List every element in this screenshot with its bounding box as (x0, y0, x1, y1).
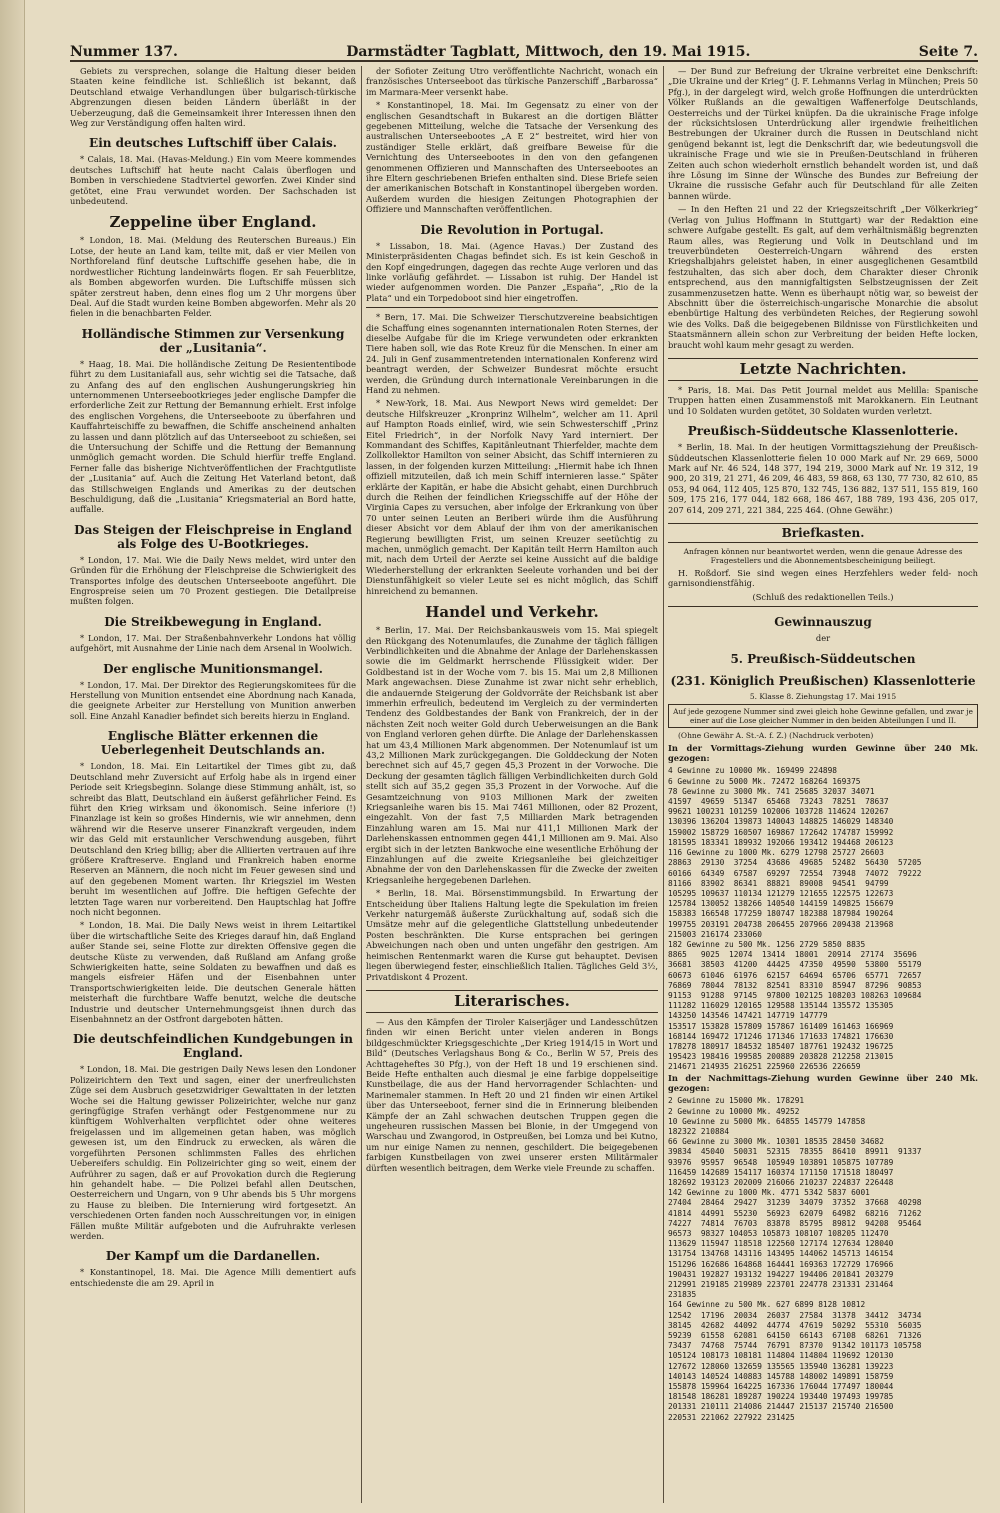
paragraph: — Der Bund zur Befreiung der Ukraine verbreitet eine Denkschrift: „Die Ukraine und der Krieg“ (J. F. Lehmanns Verlag in München; Preis 50 Pfg.), in der dargelegt wird, welch große Hoffnungen die unterdrückten Völker Rußlands an die gewaltigen Waffenerfolge Deutschlands, Oesterreichs und der Türkei knüpfen. Da die ukrainische Frage infolge der rücksichtslosen Unterdrückung aller irgendwie freiheitlichen Bestrebungen der Ukrainer durch die Russen in Deutschland nicht genügend bekannt ist, legt die Denkschrift dar, wie bedeutungsvoll die ukrainische Frage und wie sie in Preußen-Deutschland in früheren Zeiten auch schon wiederholt ernstlich behandelt worden ist, und daß ihre Lösung im Sinne der Wünsche des Bundes zur Befreiung der Ukraine die russische Gefahr auch für Deutschland für alle Zeiten bannen würde. (668, 66, 978, 201)
divider (366, 307, 658, 308)
paragraph: — In den Heften 21 und 22 der Kriegszeitschrift „Der Völkerkrieg“ (Verlag von Julius Hoffmann in Stuttgart) war der Redaktion eine schwere Aufgabe gestellt. Es galt, auf dem verhältnismäßig begrenzten Raum alles, was Regierung und Volk in Deutschland und im treuverbündeten Oesterreich-Ungarn während des ersten Kriegshalbjahrs geleistet haben, in einer ausgeglichenen Gesamtbild festzuhalten, das sich aber doch, dem Charakter dieser Chronik entsprechend, aus den mannigfaltigsten Selbstzeugnissen der Zeit zusammenzusetzen hatte. Wenn es überhaupt nötig war, so beweist der Abschnitt über die österreichisch-ungarische Monarchie die absolut ebenbürtige Haltung des verbündeten Reiches, der Regierung sowohl wie des Volks. Daß die beigegebenen Bildnisse von Fürstlichkeiten und Staatsmännern allein schon zur Verbreitung der beiden Hefte locken, braucht wohl kaum mehr gesagt zu werden. (668, 204, 978, 350)
lottery-row: 39834 45040 50031 52315 78355 86410 89911 91337 (668, 1147, 922, 1157)
lottery-row: 199755 203191 204738 206455 207966 209438 213968 (668, 919, 894, 929)
lottery-row: 231835 (668, 1290, 697, 1300)
lottery-row: 60673 61046 61976 62157 64694 65706 65771 72657 (668, 970, 922, 980)
paragraph: * London, 17. Mai. Der Direktor des Regierungskomitees für die Herstellung von Munition entsendet eine Abordnung nach Kanada, die geeignete Arbeiter zur Herstellung von Munition anwerben soll. Eine Anzahl Kanadier befindet sich bereits hierzu in England. (70, 679, 356, 721)
lottery-row: 159002 158729 160507 169867 172642 174787 159992 (668, 827, 894, 837)
paragraph: * London, 18. Mai. Ein Leitartikel der Times gibt zu, daß Deutschland mehr Zuversicht auf Erfolg habe als in irgend einer Periode seit Kriegsbeginn. Solange diese Stimmung anhält, ist, so schreibt das Blatt, Deutschland ein äußerst gefährlicher Feind. Es führt den Krieg wirksam und ökonomisch. Seine inferiore (!) Finanzlage ist kein so großes Hindernis, wie wir annehmen, denn während wir die Reserve unserer Finanzkraft vergeuden, indem wir das Geld mit erstaunlicher Verschwendung ausgeben, führt Deutschland den Krieg billig; aber die Alliierten vertrauen auf ihre größere Kraftreserve. England und Frankreich haben enorme Reserven an Männern, die noch nicht im Feuer gewesen sind und auf den gegebenen Moment warten. Ihr Kriegsziel im Westen beruht im wesentlichen auf Joffre. Die heftigen Gefechte der letzten Tage waren nur vorbereitend. Den Hauptschlag hat Joffre noch nicht begonnen. (70, 761, 356, 917)
paragraph: * Konstantinopel, 18. Mai. Im Gegensatz zu einer von der englischen Gesandtschaft in Bukarest an die dortigen Blätter gegebenen Mitteilung, welche die Tatsache der Versenkung des australischen Unterseebootes „A E 2“ bestreitet, wird hier von zuständiger Stelle erklärt, daß greifbare Beweise für die Vernichtung des Unterseebootes in den von den gefangenen genommenen Offizieren und Mannschaften des Unterseebootes an ihre Eltern geschriebenen Briefen enthalten sind. Diese Briefe seien der amerikanischen Botschaft in Konstantinopel übergeben worden. Außerdem wurden die hiesigen Zeitungen Photographien der Offiziere und Mannschaften veröffentlichen. (366, 100, 658, 215)
lottery-row: 182692 193123 202009 216066 210237 224837 226448 (668, 1178, 894, 1187)
lottery-row: 131754 134768 143116 143495 144062 145713 146154 (668, 1249, 894, 1259)
column-rule (663, 66, 664, 1503)
lottery-row: 182 Gewinne zu 500 Mk. 1256 2729 5850 8835 (668, 939, 866, 949)
lottery-row: 12542 17196 20034 26037 27584 31378 34412 34734 (668, 1310, 922, 1320)
lottery-row: 2 Gewinne zu 10000 Mk. 49252 (668, 1106, 800, 1116)
lottery-row: 10 Gewinne zu 5000 Mk. 64855 145779 147858 (668, 1116, 866, 1126)
draw-heading: In der Nachmittags-Ziehung wurden Gewinne über 240 Mk. gezogen: (668, 1072, 978, 1093)
lottery-row: 125784 130052 138266 140540 144159 149825 156679 (668, 899, 894, 909)
headline: Die Streikbewegung in England. (104, 614, 322, 629)
lottery-row: 91153 91288 97145 97800 102125 108203 108263 109684 (668, 990, 922, 1000)
page-header (70, 40, 978, 62)
headline: Briefkasten. (668, 523, 978, 543)
lottery-row: 73437 74768 75744 76791 87370 91342 101173 105758 (668, 1341, 922, 1351)
lottery-row: 164 Gewinne zu 500 Mk. 627 6899 8128 10812 (668, 1300, 866, 1310)
paragraph: — Aus den Kämpfen der Tiroler Kaiserjäger und Landesschützen finden wir einen Bericht unter vielen anderen in Bongs bildgeschmückter Kriegsgeschichte „Der Krieg 1914/15 in Wort und Bild“ (Deutsches Verlagshaus Bong & Co., Berlin W 57, Preis des Achttageheftes 30 Pfg.), von der Heft 18 und 19 erschienen sind. Beide Hefte enthalten auch diesmal je eine farbige doppelseitige Kunstbeilage, die aus der Hand hervorragender Schlachten- und Marinemaler stammen. In Heft 20 und 21 finden wir einen Artikel über das Unterseeboot, ferner sind die in Erinnerung bleibenden Kämpfe der an Zahl schwachen deutschen Truppen gegen die ungeheuren russischen Massen bei Blonie, in der Umgegend von Warschau und Zwangorod, in Ostpreußen, bei Lomza und bei Kutno, um nur einige Namen zu nennen, geschildert. Die beigegebenen farbigen Kunstbeilagen von zwei unserer ersten Militärmaler dürften wesentlich beitragen, dem Werke viele Freunde zu schaffen. (366, 1016, 658, 1173)
paragraph: * Haag, 18. Mai. Die holländische Zeitung De Resiententibode führt zu dem Lusitaniafall aus, sehr wichtig sei die Tatsache, daß zu Anfang des auf den englischen Aushungerungskrieg hin unternommenen Unterseebootkrieges jeder englische Dampfer die erforderliche Zeit zur Rettung der Bemannung erhielt. Erst infolge des englischen Vorgehens, die Unterseeboote zu überfahren und Kauffahrteischiffe zu bewaffnen, die Schiffe anscheinend anhalten zu lassen und dann plötzlich auf das Unterseeboot zu schießen, sei die Untersuchung der Schiffe und die Rettung der Bemannung unmöglich gemacht worden. Die Schuld hierfür treffe England. Ferner falle das bisherige Nichtveröffentlichen der Frachtgutliste der „Lusitania“ auf. Auch die Zeitung Het Vaterland betont, daß das Stillschweigen Englands und Amerikas zu der deutschen Beschuldigung, daß die „Lusitania“ Kriegsmaterial an Bord hatte, auffalle. (70, 358, 356, 515)
lottery-row: 130396 136204 139873 140043 148825 146029 148340 (668, 817, 894, 827)
lottery-row: 60166 64349 67587 69297 72554 73948 74072 79222 (668, 868, 922, 878)
lottery-row: 143250 143546 147421 147719 147779 (668, 1011, 828, 1021)
lottery-row: 41814 44991 55230 56923 62079 64982 68216 71262 (668, 1208, 922, 1218)
headline: (231. Königlich Preußischen) Klassenlotterie (670, 673, 976, 688)
lottery-row: 127672 128060 132659 135565 135940 136281 139223 (668, 1361, 894, 1371)
issue-number: Nummer 137. (70, 44, 178, 60)
paragraph: * London, 18. Mai. Die gestrigen Daily News lesen den Londoner Polizeirichtern den Text und sagen, einer der unerfreulichsten Züge sei dem Ausbruch gesetzwidriger Gewalttaten in der letzten Woche sei die Haltung gewisser Polizeirichter, welche nur ganz geringfügige Strafen verhängt oder Festgenommene nur zu künftigem Wohlverhalten verpflichtet oder ohne weiteres freigelassen und im allgemeinen getan haben, was möglich gewesen ist, um den Eindruck zu erwecken, als wären die vorgeführten Personen schlimmsten Falles des ehrlichen Uebereifers schuldig. Ein Polizeirichter ging so weit, einem der Aufrührer zu sagen, daß er auf Provokation durch die Regierung hin gehandelt habe. — Die Polizei befahl allen Deutschen, Oesterreichern und Ungarn, von 9 Uhr abends bis 5 Uhr morgens zu Hause zu bleiben. Die Internierung wird fortgesetzt. An verschiedenen Orten fanden noch Ausschreitungen vor, in einigen Fällen mußte Militär aufgeboten und die Aufruhrakte verlesen werden. (70, 1064, 356, 1241)
lottery-row: 140143 140524 140883 145788 148002 149891 158759 (668, 1371, 894, 1381)
paragraph: der Sofioter Zeitung Utro veröffentlichte Nachricht, wonach ein französisches Unterseeboot das türkische Panzerschiff „Barbarossa“ im Marmara-Meer versenkt habe. (366, 66, 658, 97)
paragraph: Gebiets zu versprechen, solange die Haltung dieser beiden Staaten keine feindliche ist. Schließlich ist bekannt, daß Deutschland etwaige Verhandlungen über bulgarisch-türkische Abgrenzungen diesen beiden Ländern überläßt in der Ueberzeugung, daß die Gemeinsamkeit ihrer Interessen ihnen den Weg zur Verständigung offen halten wird. (70, 66, 356, 129)
headline: Die deutschfeindlichen Kundgebungen in England. (72, 1032, 354, 1061)
paragraph: * London, 17. Mai. Der Straßenbahnverkehr Londons hat völlig aufgehört, mit Ausnahme der Linie nach dem Arsenal in Woolwich. (70, 632, 356, 654)
paragraph: * Calais, 18. Mai. (Havas-Meldung.) Ein vom Meere kommendes deutsches Luftschiff hat heute nacht Calais überflogen und Bomben in verschiedene Stadtviertel geworfen. Zwei Kinder sind getötet, eine Frau verwundet worden. Der Sachschaden ist unbedeutend. (70, 154, 356, 207)
lottery-row: 190431 192827 193132 194227 194406 201841 203279 (668, 1269, 894, 1279)
lottery-row: 116 Gewinne zu 1000 Mk. 6279 12798 25727 26603 (668, 848, 884, 858)
headline: Zeppeline über England. (109, 213, 317, 232)
lottery-row: 74227 74814 76703 83878 85795 89812 94208 95464 (668, 1218, 922, 1228)
lottery-row: 113629 115947 118518 122560 127174 127634 128040 (668, 1239, 894, 1249)
subhead: der (815, 633, 831, 644)
end-note: (Schluß des redaktionellen Teils.) (752, 591, 894, 602)
lottery-list-afternoon (668, 1096, 978, 1423)
headline: Holländische Stimmen zur Versenkung der „Lusitania“. (81, 326, 345, 355)
headline: Handel und Verkehr. (425, 603, 599, 622)
lottery-row: 181595 183341 189932 192066 193412 194468 206123 (668, 837, 894, 847)
lottery-row: 181548 186281 189287 190224 193440 197493 199785 (668, 1392, 894, 1402)
lottery-row: 215003 216174 233060 (668, 929, 762, 939)
disclaimer: (Ohne Gewähr A. St.-A. f. Z.) (Nachdruck verboten) (678, 730, 874, 740)
paragraph: * New-York, 18. Mai. Aus Newport News wird gemeldet: Der deutsche Hilfskreuzer „Kronprinz Wilhelm“, welcher am 11. April auf Hampton Roads einlief, wird, wie sein Schwesterschiff „Prinz Eitel Friedrich“, in der Norfolk Navy Yard interniert. Der Kommandant des Schiffes, Kapitänleutnant Thierfelder, machte dem Zollkollektor Hamilton von seiner Absicht, das Schiff internieren zu lassen, in der folgenden kurzen Mitteilung: „Hiermit habe ich Ihnen offiziell mitzuteilen, daß ich mein Schiff internieren lasse.“ Später erklärte der Kapitän, er habe die Absicht gehabt, einen Durchbruch durch die Reihen der feindlichen Kriegsschiffe auf der Höhe der Virginia Capes zu versuchen, aber infolge der Erkrankung von über 70 unter seinen Leuten an Beriberi würde ihm die Ausführung dieser Absicht vor dem Ablauf der ihm von der amerikanischen Regierung bewilligten Frist, um seinen Kreuzer seetüchtig zu machen, unmöglich gemacht. Der Kapitän teilt Herrn Hamilton auch mit, nach dem Urteil der Aerzte sei keine Aussicht auf die baldige Wiederherstellung der erkrankten Seeleute vorhanden und bei der Dienstunfähigkeit so vieler Leute sei es nicht möglich, das Schiff hinreichend zu bemannen. (366, 398, 658, 596)
headline: Ein deutsches Luftschiff über Calais. (89, 136, 337, 151)
lottery-row: 182322 210884 (668, 1126, 730, 1136)
lottery-row: 105295 109637 110134 121279 121655 122575 122673 (668, 888, 894, 898)
lottery-row: 8865 9025 12074 13414 18001 20914 27174 35696 (668, 950, 917, 960)
lottery-row: 105124 108173 108181 114804 114804 119692 120130 (668, 1351, 894, 1361)
column-3 (668, 66, 978, 1503)
paragraph: * Konstantinopel, 18. Mai. Die Agence Milli dementiert aufs entschiedenste die am 29. April in (70, 1267, 356, 1288)
headline: Der englische Munitionsmangel. (103, 661, 323, 676)
lottery-row: 93976 95957 96548 105949 103891 105875 107789 (668, 1157, 894, 1167)
paragraph: * London, 18. Mai. (Meldung des Reuterschen Bureaus.) Ein Lotse, der heute an Land kam, teilte mit, daß er vier Meilen von Northforeland fünf deutsche Luftschiffe gesehen habe, die in nordwestlicher Richtung landeinwärts flogen. Er sah Feuerblitze, als Bomben abgeworfen wurden. Die Luftschiffe müssen sich später zerstreut haben, denn eines flog um 2 Uhr morgens über Deal. Auf die Stadt wurden keine Bomben abgeworfen. Mehr als 20 fielen in die benachbarten Felder. (70, 235, 356, 319)
paragraph: * Lissabon, 18. Mai. (Agence Havas.) Der Zustand des Ministerpräsidenten Chagas befindet sich. Es ist kein Geschoß in den Kopf eingedrungen, dagegen das rechte Auge verloren und das linke vorläufig gefährdet. — Lissabon ist ruhig. Der Handel ist wieder aufgenommen worden. Die Panzer „España“, „Rio de la Plata“ und ein Torpedoboot sind hier eingetroffen. (366, 240, 658, 303)
lottery-row: 212991 219185 219989 223701 224778 231331 231464 (668, 1280, 894, 1290)
headline: Literarisches. (366, 990, 658, 1013)
lottery-row: 66 Gewinne zu 3000 Mk. 10301 18535 28450 34682 (668, 1137, 884, 1147)
lottery-row: 168144 169472 171246 171346 171633 174821 176630 (668, 1031, 894, 1041)
lottery-row: 59239 61558 62081 64150 66143 67108 68261 71326 (668, 1331, 922, 1341)
lottery-row: 27404 28464 29427 31239 34079 37352 37668 40298 (668, 1198, 922, 1208)
lottery-row: 158383 166548 177259 180747 182388 187984 190264 (668, 909, 894, 919)
lottery-row: 201331 210111 214086 214447 215137 215740 216500 (668, 1402, 894, 1412)
lottery-row: 116459 142689 154117 160374 171150 171518 180497 (668, 1167, 894, 1177)
lottery-row: 195423 198416 199585 200889 203828 212258 213015 (668, 1052, 894, 1062)
lottery-row: 78 Gewinne zu 3000 Mk. 741 25685 32037 34071 (668, 786, 875, 796)
lottery-row: 4 Gewinne zu 10000 Mk. 169499 224898 (668, 766, 837, 776)
headline: Die Revolution in Portugal. (420, 222, 604, 237)
column-2 (366, 66, 658, 1503)
lottery-row: 6 Gewinne zu 5000 Mk. 72472 168264 169375 (668, 776, 861, 786)
lottery-row: 38145 42682 44092 44774 47619 50292 55310 56035 (668, 1320, 922, 1330)
lottery-row: 153517 153828 157809 157867 161409 161463 166969 (668, 1021, 894, 1031)
binding-margin (0, 0, 25, 1513)
paragraph: * Bern, 17. Mai. Die Schweizer Tierschutzvereine beabsichtigen die Schaffung eines sogenannten internationalen Roten Sternes, der dieselbe Aufgabe für die im Kriege verwundeten oder erkrankten Tiere haben soll, wie das Rote Kreuz für die Menschen. In einer am 24. Juli in Genf zusammentretenden internationalen Konferenz wird beantragt werden, der Schweizer Bundesrat möchte ersucht werden, die Gründung durch internationale Vereinbarungen in die Hand zu nehmen. (366, 312, 658, 395)
lottery-row: 28863 29130 37254 43686 49685 52482 56430 57205 (668, 858, 922, 868)
masthead: Darmstädter Tagblatt, Mittwoch, den 19. Mai 1915. (346, 44, 751, 60)
page-number: Seite 7. (918, 44, 978, 60)
column-1 (70, 66, 356, 1503)
paragraph: H. Roßdorf. Sie sind wegen eines Herzfehlers weder feld- noch garnisondienstfähig. (668, 568, 978, 589)
paragraph: * Berlin, 18. Mai. In der heutigen Vormittagsziehung der Preußisch-Süddeutschen Klassenlotterie fielen 10 000 Mark auf Nr. 29 669, 5000 Mark auf Nr. 46 524, 148 377, 194 219, 3000 Mark auf Nr. 19 312, 19 900, 20 319, 21 271, 46 209, 46 483, 59 868, 63 130, 77 730, 82 610, 85 053, 94 064, 112 405, 125 870, 132 745, 136 882, 137 511, 155 819, 160 509, 175 216, 177 044, 182 668, 186 467, 188 789, 193 436, 205 017, 207 614, 209 271, 221 384, 225 464. (Ohne Gewähr.) (668, 442, 978, 515)
paragraph: * Berlin, 18. Mai. Börsenstimmungsbild. In Erwartung der Entscheidung über Italiens Haltung legte die Spekulation im freien Verkehr naturgemäß äußerste Zurückhaltung auf, sodaß sich die Umsätze mehr auf die gelegentliche Glattstellung unbedeutender Posten beschränkten. Die Kurse entsprachen bei geringen Abweichungen nach oben und unten ungefähr den gestrigen. Am heimischen Rentenmarkt waren die Kurse gut behauptet. Devisen liegen überwiegend fester, einschließlich Italien. Tägliches Geld 3½, Privatdiskont 4 Prozent. (366, 888, 658, 982)
lottery-row: 81166 83902 86341 88821 89008 94541 94799 (668, 878, 889, 888)
headline: Der Kampf um die Dardanellen. (105, 1249, 321, 1264)
lottery-row: 41597 49659 51347 65468 73243 78251 78637 (668, 797, 889, 807)
lottery-row: 99621 100231 101259 102006 103728 114624 120267 (668, 807, 889, 817)
lottery-row: 220531 221062 227922 231425 (668, 1412, 795, 1422)
notice: Anfragen können nur beantwortet werden, wenn die genaue Adresse des Fragestellers und die Abonnementsbescheinigung beiliegt. (683, 547, 963, 566)
lottery-row: 2 Gewinne zu 15000 Mk. 178291 (668, 1096, 805, 1106)
headline: Das Steigen der Fleischpreise in England als Folge des U-Bootkrieges. (74, 522, 352, 551)
headline: Preußisch-Süddeutsche Klassenlotterie. (687, 424, 959, 439)
draw-heading: In der Vormittags-Ziehung wurden Gewinne über 240 Mk. gezogen: (668, 742, 978, 764)
headline: Englische Blätter erkennen die Ueberlegenheit Deutschlands an. (100, 729, 326, 758)
subhead: 5. Klasse 8. Ziehungstag 17. Mai 1915 (749, 691, 897, 701)
lottery-row: 111282 116029 120165 129588 135144 135572 135305 (668, 1001, 894, 1011)
lottery-row: 151296 162686 164868 164441 169363 172729 176966 (668, 1259, 894, 1269)
headline: Letzte Nachrichten. (668, 358, 978, 381)
divider (668, 606, 978, 607)
headline: Gewinnauszug (774, 615, 872, 630)
headline: 5. Preußisch-Süddeutschen (730, 651, 916, 666)
lottery-row: 214671 214935 216251 225960 226536 226659 (668, 1062, 861, 1072)
lottery-row: 76869 78044 78132 82541 83310 85947 87296 90853 (668, 980, 922, 990)
lottery-row: 36681 38503 41200 44425 47350 49590 53800 55179 (668, 960, 922, 970)
paragraph: * London, 17. Mai. Wie die Daily News meldet, wird unter den Gründen für die Erhöhung der Fleischpreise die Schwierigkeit des Transportes infolge des deutschen Unterseeboote angeführt. Die Engrospreise seien um 70 Prozent gestiegen. Die Detailpreise mußten folgen. (70, 554, 356, 607)
boxed-notice: Auf jede gezogene Nummer sind zwei gleich hohe Gewinne gefallen, und zwar je einer auf die Lose gleicher Nummer in den beiden Abteilungen I und II. (668, 704, 978, 728)
lottery-row: 155878 159964 164225 167336 176044 177497 180044 (668, 1382, 894, 1392)
lottery-row: 96573 98327 104053 105873 108107 108205 112470 (668, 1229, 889, 1239)
lottery-row: 178278 180917 184532 185407 187761 192432 196725 (668, 1041, 894, 1051)
paragraph: * Berlin, 17. Mai. Der Reichsbankausweis vom 15. Mai spiegelt den Rückgang des Notenumlaufes, die Zunahme der täglich fälligen Verbindlichkeiten und die Abnahme der Anlage der Darlehenskassen sowie die im Geldmarkt herrschende Flüssigkeit wider. Der Goldbestand ist in der Woche vom 7. bis 15. Mai um 2,8 Millionen Mark angewachsen. Diese Zunahme ist zwar nicht sehr erheblich, die andauernde Steigerung der Goldvorräte der Reichsbank ist aber immerhin erfreulich, bedeutend im Vergleich zu der verminderten Tendenz des Goldbestandes der Bank von Frankreich, der in der nächsten Zeit noch weiter Gold durch Ueberweisungen an die Bank von England verloren gehen dürfte. Die Anlage der Darlehenskassen hat um 43,4 Millionen Mark abgenommen. Der Notenumlauf ist um 43,2 Millionen Mark zurückgegangen. Die Golddeckung der Noten berechnet sich auf 45,7 gegen 45,3 Prozent in der Vorwoche. Die Deckung der gesamten täglich fälligen Verbindlichkeiten durch Gold stellt sich auf 35,2 gegen 35,3 Prozent in der Vorwoche. Auf die Gesamtzeichnung von 9103 Millionen Mark der zweiten Kriegsanleihe waren bis 15. Mai 7461 Millionen, oder 82 Prozent, eingezahlt. Von der fast 7,5 Milliarden Mark betragenden Einzahlung waren am 15. Mai nur 411,1 Millionen Mark der Darlehenskassen entnommen gegen 441,1 Millionen am 9. Mai. Also ergibt sich in der letzten Bankwoche eine wesentliche Erhöhung der Einzahlungen auf die zweite Kriegsanleihe bei gleichzeitiger Abnahme der von den Darlehenskassen für die Zwecke der zweiten Kriegsanleihe hergegebenen Darlehen. (366, 625, 658, 885)
column-rule (361, 66, 362, 1503)
paragraph: * Paris, 18. Mai. Das Petit Journal meldet aus Melilla: Spanische Truppen hatten einen Zusammenstoß mit Marokkanern. Ein Leutnant und 10 Soldaten wurden getötet, 30 Soldaten wurden verletzt. (668, 384, 978, 416)
lottery-row: 142 Gewinne zu 1000 Mk. 4771 5342 5837 6001 (668, 1188, 870, 1198)
paragraph: * London, 18. Mai. Die Daily News weist in ihrem Leitartikel über die wirtschaftliche Seite des Krieges darauf hin, daß England außer Stande sei, seine Flotte zur direkten Offensive gegen die deutsche Küste zu verwenden, daß Rußland am Anfang große Schwierigkeiten hatte, seine Soldaten zu bewaffnen und daß es mangels eisfreier Häfen und der Eisenbahnen unter Transportschwierigkeiten leide. Die deutschen Generale hätten meisterhaft die furchtbare Waffe benutzt, welche die deutsche Industrie und deutscher Unternehmungsgeist ihnen durch das Eisenbahnnetz an der Ostfront dargeboten hätten. (70, 920, 356, 1025)
lottery-list-morning (668, 766, 978, 1072)
